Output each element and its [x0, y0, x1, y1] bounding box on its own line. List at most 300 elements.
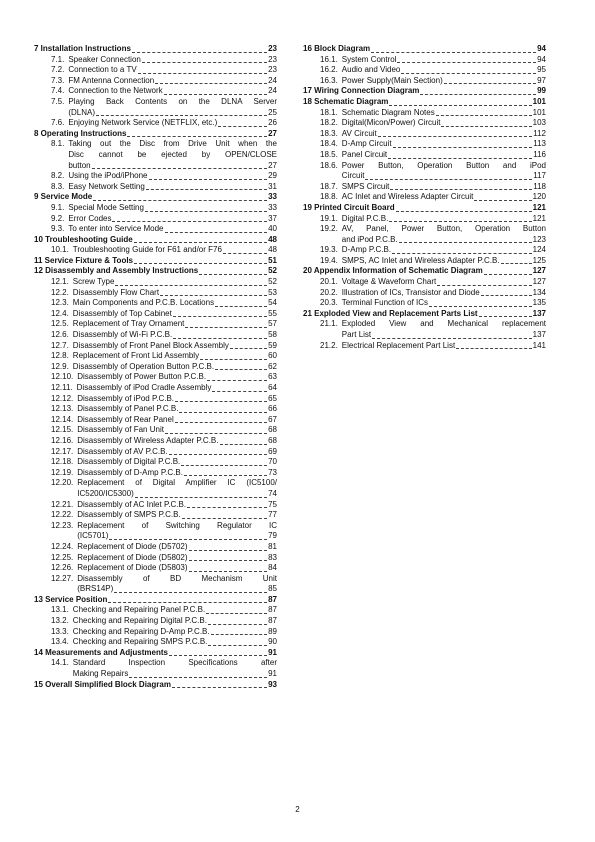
toc-entry-number: 12.14. [51, 414, 74, 424]
toc-page-number: 79 [268, 531, 277, 541]
toc-entry-wrap [320, 245, 546, 256]
toc-entry-number: 12.12. [51, 393, 74, 403]
toc-entry-wrap [51, 436, 277, 447]
toc-entry-line [68, 76, 277, 87]
toc-subsection[interactable] [303, 224, 546, 245]
toc-entry-wrap [320, 182, 546, 193]
toc-entry-line [342, 55, 546, 66]
toc-entry-title: Disassembly of Rear Panel [77, 414, 174, 424]
toc-entry-wrap [320, 129, 546, 140]
toc-subsection[interactable] [34, 351, 277, 362]
toc-leader-dots [399, 242, 532, 243]
toc-entry-number: 18.4. [320, 139, 338, 149]
toc-entry-number: 18.2. [320, 118, 338, 128]
toc-subsection[interactable] [303, 298, 546, 309]
toc-section[interactable] [303, 309, 546, 320]
toc-page-number: 77 [268, 510, 277, 520]
toc-entry-line [77, 563, 277, 574]
toc-entry-body [77, 383, 277, 394]
toc-subsection[interactable] [34, 341, 277, 352]
toc-entry-number: 12.2. [51, 287, 69, 297]
toc-entry-line [34, 595, 277, 606]
toc-section[interactable] [303, 44, 546, 55]
toc-leader-dots [172, 687, 267, 688]
toc-entry-number: 12.24. [51, 541, 74, 551]
toc-subsection[interactable] [303, 118, 546, 129]
toc-entry-wrap [51, 383, 277, 394]
toc-entry-line [34, 235, 277, 246]
toc-leader-dots [437, 285, 531, 286]
toc-subsection[interactable] [34, 521, 277, 542]
toc-entry-title: AV Circuit [341, 128, 377, 138]
toc-section[interactable] [34, 595, 277, 606]
toc-entry-wrap [51, 224, 277, 235]
toc-page-number: 103 [532, 118, 546, 128]
toc-leader-dots [112, 221, 267, 222]
toc-subsection[interactable] [303, 341, 546, 352]
toc-entry-title: Voltage & Waveform Chart [341, 277, 437, 287]
toc-leader-dots [181, 465, 267, 466]
toc-subsection[interactable] [34, 65, 277, 76]
toc-page-number: 25 [268, 107, 277, 117]
toc-subsection[interactable] [34, 214, 277, 225]
toc-page-number: 26 [268, 118, 277, 128]
toc-entry-wrap [51, 425, 277, 436]
toc-entry-wrap [320, 55, 546, 66]
toc-entry-line [73, 277, 277, 288]
toc-leader-dots [169, 655, 267, 656]
toc-entry-body [68, 86, 277, 97]
toc-section[interactable] [34, 266, 277, 277]
toc-entry-title: 16 Block Diagram [303, 44, 371, 53]
toc-leader-dots [378, 136, 532, 137]
toc-subsection[interactable] [34, 372, 277, 383]
toc-leader-dots [165, 232, 268, 233]
toc-entry-title: 11 Service Fixture & Tools [34, 255, 134, 265]
toc-entry-line [34, 129, 277, 140]
toc-entry-body [73, 605, 277, 616]
toc-entry-wrap [51, 627, 277, 638]
toc-subsection[interactable] [34, 319, 277, 330]
toc-entry-title: AC Inlet and Wireless Adapter Circuit [341, 192, 474, 202]
toc-entry-title: Replacement of Diode (D5803) [77, 563, 188, 573]
toc-leader-dots [223, 253, 267, 254]
toc-subsection[interactable] [34, 288, 277, 299]
toc-entry-line [77, 394, 277, 405]
toc-entry-number: 16.2. [320, 65, 338, 75]
toc-page-number: 84 [268, 563, 277, 573]
toc-subsection[interactable] [303, 256, 546, 267]
toc-entry-title: FM Antenna Connection [68, 75, 155, 85]
toc-leader-dots [429, 306, 532, 307]
toc-subsection[interactable] [303, 161, 546, 182]
toc-entry-wrap [51, 76, 277, 87]
toc-entry-wrap [51, 65, 277, 76]
toc-entry-body [77, 436, 277, 447]
toc-leader-dots [212, 391, 267, 392]
toc-page-number: 113 [533, 139, 546, 149]
toc-entry-line [77, 457, 277, 468]
toc-entry-title: 21 Exploded View and Replacement Parts List [303, 308, 478, 318]
toc-entry-line [342, 277, 546, 288]
toc-entry-line [77, 510, 277, 521]
toc-page-number: 123 [532, 234, 546, 244]
toc-subsection[interactable] [34, 404, 277, 415]
toc-subsection[interactable] [34, 637, 277, 648]
toc-page-number: 99 [537, 86, 546, 96]
toc-entry-number: 19.1. [320, 213, 338, 223]
toc-entry-wrap [320, 214, 546, 225]
toc-entry-title: Checking and Repairing SMPS P.C.B. [72, 637, 208, 647]
toc-subsection[interactable] [34, 383, 277, 394]
toc-entry-number: 16.1. [320, 54, 338, 64]
toc-entry-wrap [320, 298, 546, 309]
toc-entry-title: Disassembly of SMPS P.C.B. [77, 510, 181, 520]
toc-subsection[interactable] [34, 553, 277, 564]
toc-leader-dots [92, 168, 268, 169]
toc-entry-body [303, 86, 546, 97]
toc-entry-body [77, 478, 277, 499]
toc-subsection[interactable] [303, 108, 546, 119]
toc-entry-number: 7.1. [51, 54, 65, 64]
toc-entry-line [73, 319, 277, 330]
toc-subsection[interactable] [34, 436, 277, 447]
toc-page-number: 23 [268, 54, 277, 64]
toc-entry-title: Main Components and P.C.B. Locations [72, 298, 215, 308]
toc-leader-dots [175, 422, 267, 423]
toc-subsection[interactable] [34, 563, 277, 574]
toc-entry-title: 7 Installation Instructions [34, 44, 131, 53]
toc-entry-wrap [320, 224, 546, 245]
toc-entry-wrap [51, 500, 277, 511]
toc-page-number: 70 [268, 457, 277, 467]
toc-entry-line [77, 489, 277, 500]
toc-leader-dots [401, 73, 536, 74]
toc-subsection[interactable] [34, 86, 277, 97]
toc-entry-body [342, 192, 546, 203]
toc-page-number: 87 [268, 605, 277, 615]
toc-entry-line [303, 309, 546, 320]
toc-entry-line [342, 129, 546, 140]
toc-entry-line [34, 256, 277, 267]
toc-subsection[interactable] [303, 150, 546, 161]
toc-page-number: 91 [268, 669, 277, 679]
toc-page-number: 94 [537, 54, 546, 64]
toc-entry-title: Replacement of Diode (D5802) [77, 552, 188, 562]
toc-entry-wrap [51, 288, 277, 299]
toc-entry-number: 18.7. [320, 181, 338, 191]
toc-entry-number: 12.26. [51, 563, 74, 573]
toc-entry-title: (DLNA) [68, 107, 96, 117]
toc-entry-number: 12.13. [51, 404, 74, 414]
toc-entry-body [303, 309, 546, 320]
toc-subsection[interactable] [34, 224, 277, 235]
toc-leader-dots [199, 274, 267, 275]
toc-entry-title: Illustration of ICs, Transistor and Diode [341, 287, 480, 297]
toc-entry-title: Disassembly of Wireless Adapter P.C.B. [77, 435, 219, 445]
toc-subsection[interactable] [34, 415, 277, 426]
toc-page-number: 60 [268, 351, 277, 361]
toc-entry-body [342, 298, 546, 309]
toc-entry-wrap [51, 415, 277, 426]
toc-page-number: 55 [268, 308, 277, 318]
toc-subsection[interactable] [303, 192, 546, 203]
toc-section[interactable] [34, 256, 277, 267]
toc-entry-text-line: Taking out the Disc from Drive Unit when the [68, 139, 277, 149]
toc-page-number: 58 [268, 330, 277, 340]
toc-entry-line [342, 76, 546, 87]
toc-entry-line [303, 86, 546, 97]
toc-leader-dots [135, 497, 267, 498]
toc-subsection[interactable] [34, 182, 277, 193]
toc-entry-line [342, 65, 546, 76]
toc-entry-wrap [51, 182, 277, 193]
toc-entry-wrap [51, 510, 277, 521]
toc-page-number: 87 [268, 594, 277, 604]
toc-subsection[interactable] [303, 245, 546, 256]
toc-leader-dots [372, 338, 532, 339]
toc-page-number: 74 [268, 488, 277, 498]
toc-subsection[interactable] [34, 616, 277, 627]
toc-page-number: 33 [268, 192, 277, 202]
toc-entry-body [73, 658, 277, 679]
toc-entry-body [77, 542, 277, 553]
toc-subsection[interactable] [303, 214, 546, 225]
toc-entry-wrap [51, 637, 277, 648]
toc-entry-wrap [51, 658, 277, 679]
toc-entry-number: 12.16. [51, 435, 74, 445]
toc-subsection[interactable] [34, 139, 277, 171]
toc-subsection[interactable] [34, 298, 277, 309]
toc-entry-line [342, 150, 546, 161]
toc-section[interactable] [303, 86, 546, 97]
toc-entry-wrap [320, 256, 546, 267]
toc-entry-body [68, 97, 277, 118]
toc-subsection[interactable] [34, 76, 277, 87]
toc-entry-number: 12.9. [51, 361, 69, 371]
toc-section[interactable] [34, 235, 277, 246]
toc-entry-line [73, 351, 277, 362]
toc-page-number: 101 [532, 96, 546, 106]
toc-entry-wrap [51, 277, 277, 288]
toc-entry-number: 12.8. [51, 351, 69, 361]
toc-entry-wrap [51, 245, 277, 256]
toc-entry-number: 7.3. [51, 75, 65, 85]
toc-leader-dots [393, 147, 533, 148]
toc-subsection[interactable] [34, 510, 277, 521]
toc-subsection[interactable] [303, 139, 546, 150]
toc-section[interactable] [34, 192, 277, 203]
toc-entry-wrap [51, 521, 277, 542]
toc-page-number: 120 [532, 192, 546, 202]
toc-entry-number: 12.11. [51, 383, 73, 392]
toc-entry-body [73, 288, 277, 299]
toc-entry-body [77, 394, 277, 405]
toc-subsection[interactable] [303, 319, 546, 340]
toc-leader-dots [444, 83, 536, 84]
toc-subsection[interactable] [303, 288, 546, 299]
toc-entry-title: SMPS Circuit [341, 181, 390, 191]
toc-subsection[interactable] [34, 394, 277, 405]
toc-entry-number: 18.8. [320, 192, 338, 202]
toc-page-number: 91 [268, 647, 277, 657]
toc-page-number: 52 [268, 277, 277, 287]
toc-entry-line [73, 616, 277, 627]
toc-subsection[interactable] [34, 425, 277, 436]
toc-entry-line [342, 298, 546, 309]
toc-leader-dots [206, 613, 267, 614]
toc-entry-body [73, 330, 277, 341]
toc-subsection[interactable] [34, 500, 277, 511]
toc-entry-line [342, 171, 546, 182]
toc-leader-dots [114, 592, 267, 593]
toc-subsection[interactable] [34, 97, 277, 118]
toc-subsection[interactable] [34, 330, 277, 341]
toc-entry-wrap [320, 65, 546, 76]
toc-entry-number: 18.3. [320, 128, 338, 138]
toc-section[interactable] [303, 266, 546, 277]
toc-entry-line [68, 171, 277, 182]
toc-leader-dots [109, 539, 267, 540]
toc-page-number: 87 [268, 616, 277, 626]
toc-entry-body [34, 256, 277, 267]
toc-page-number: 124 [532, 245, 546, 255]
toc-entry-line [73, 298, 277, 309]
toc-leader-dots [184, 475, 267, 476]
toc-entry-body [77, 372, 277, 383]
toc-entry-title: Making Repairs [72, 669, 129, 679]
toc-subsection[interactable] [34, 542, 277, 553]
toc-subsection[interactable] [34, 362, 277, 373]
toc-entry-title: Disassembly of D-Amp P.C.B. [77, 467, 183, 477]
toc-entry-wrap [34, 235, 277, 246]
toc-page-number: 68 [268, 435, 277, 445]
toc-section[interactable] [34, 44, 277, 55]
toc-entry-number: 18.6. [320, 160, 338, 170]
toc-entry-body [34, 266, 277, 277]
toc-entry-wrap [303, 97, 546, 108]
toc-section[interactable] [34, 680, 277, 691]
toc-leader-dots [173, 316, 267, 317]
toc-entry-wrap [51, 447, 277, 458]
toc-entry-body [303, 203, 546, 214]
toc-entry-body [77, 415, 277, 426]
toc-entry-text-line: Disc cannot be ejected by OPEN/CLOSE [68, 149, 277, 159]
toc-leader-dots [108, 602, 267, 603]
toc-page-number: 66 [268, 404, 277, 414]
toc-page-number: 37 [268, 213, 277, 223]
toc-entry-wrap [51, 394, 277, 405]
toc-entry-title: Power Supply(Main Section) [341, 75, 443, 85]
toc-entry-line [34, 266, 277, 277]
toc-entry-line [342, 108, 546, 119]
toc-entry-title: Disassembly of Digital P.C.B. [77, 457, 181, 467]
toc-section[interactable] [34, 648, 277, 659]
toc-subsection[interactable] [34, 605, 277, 616]
toc-subsection[interactable] [34, 277, 277, 288]
toc-entry-text-line: Replacement of Switching Regulator IC [77, 520, 277, 530]
toc-page-number: 141 [532, 340, 546, 350]
toc-entry-line [73, 627, 277, 638]
toc-leader-dots [146, 189, 267, 190]
toc-leader-dots [160, 295, 267, 296]
toc-subsection[interactable] [34, 309, 277, 320]
toc-page-number: 69 [268, 446, 277, 456]
toc-subsection[interactable] [34, 171, 277, 182]
toc-entry-title: Checking and Repairing Digital P.C.B. [72, 616, 207, 626]
toc-page-number: 23 [268, 65, 277, 75]
toc-page-number: 125 [532, 255, 546, 265]
toc-entry-text-line: Playing Back Contents on the DLNA Server [68, 96, 277, 106]
toc-entry-title: Disassembly of Power Button P.C.B. [77, 372, 207, 382]
toc-subsection[interactable] [34, 55, 277, 66]
toc-entry-body [73, 277, 277, 288]
toc-subsection[interactable] [34, 457, 277, 468]
toc-subsection[interactable] [303, 277, 546, 288]
toc-entry-number: 9.1. [51, 202, 65, 212]
toc-subsection[interactable] [303, 129, 546, 140]
toc-entry-wrap [34, 266, 277, 277]
toc-subsection[interactable] [34, 118, 277, 129]
toc-subsection[interactable] [34, 627, 277, 638]
toc-entry-body [73, 319, 277, 330]
toc-subsection[interactable] [34, 574, 277, 595]
toc-entry-title: and iPod P.C.B. [341, 234, 398, 244]
toc-section[interactable] [34, 129, 277, 140]
toc-section[interactable] [303, 97, 546, 108]
toc-entry-wrap [51, 362, 277, 373]
toc-subsection[interactable] [303, 182, 546, 193]
toc-subsection[interactable] [34, 203, 277, 214]
toc-page-number: 27 [268, 128, 277, 138]
toc-leader-dots [397, 62, 536, 63]
toc-entry-title: 10 Troubleshooting Guide [34, 234, 133, 244]
toc-entry-number: 19.3. [320, 245, 338, 255]
toc-page-number: 118 [533, 181, 546, 191]
toc-entry-body [73, 245, 277, 256]
toc-subsection[interactable] [34, 478, 277, 499]
toc-subsection[interactable] [34, 447, 277, 458]
toc-entry-line [77, 404, 277, 415]
toc-subsection[interactable] [34, 245, 277, 256]
toc-section[interactable] [303, 203, 546, 214]
toc-entry-title: Disassembly of Fan Unit [77, 425, 164, 435]
toc-entry-body [342, 161, 546, 182]
toc-leader-dots [189, 550, 268, 551]
toc-leader-dots [474, 200, 531, 201]
toc-subsection[interactable] [34, 658, 277, 679]
toc-entry-title: Screw Type [72, 277, 115, 287]
toc-subsection[interactable] [303, 76, 546, 87]
toc-subsection[interactable] [34, 468, 277, 479]
toc-entry-wrap [320, 341, 546, 352]
toc-entry-body [34, 192, 277, 203]
toc-entry-number: 12.22. [51, 510, 74, 520]
toc-entry-wrap [320, 277, 546, 288]
toc-entry-body [342, 288, 546, 299]
toc-subsection[interactable] [303, 55, 546, 66]
toc-leader-dots [134, 263, 267, 264]
toc-entry-line [68, 182, 277, 193]
toc-entry-body [303, 44, 546, 55]
toc-entry-line [68, 203, 277, 214]
toc-entry-line [77, 584, 277, 595]
toc-entry-title: 13 Service Position [34, 594, 108, 604]
toc-entry-title: Disassembly of Operation Button P.C.B. [72, 361, 215, 371]
toc-subsection[interactable] [303, 65, 546, 76]
toc-page-number: 95 [537, 65, 546, 75]
toc-page-number: 27 [268, 160, 277, 170]
